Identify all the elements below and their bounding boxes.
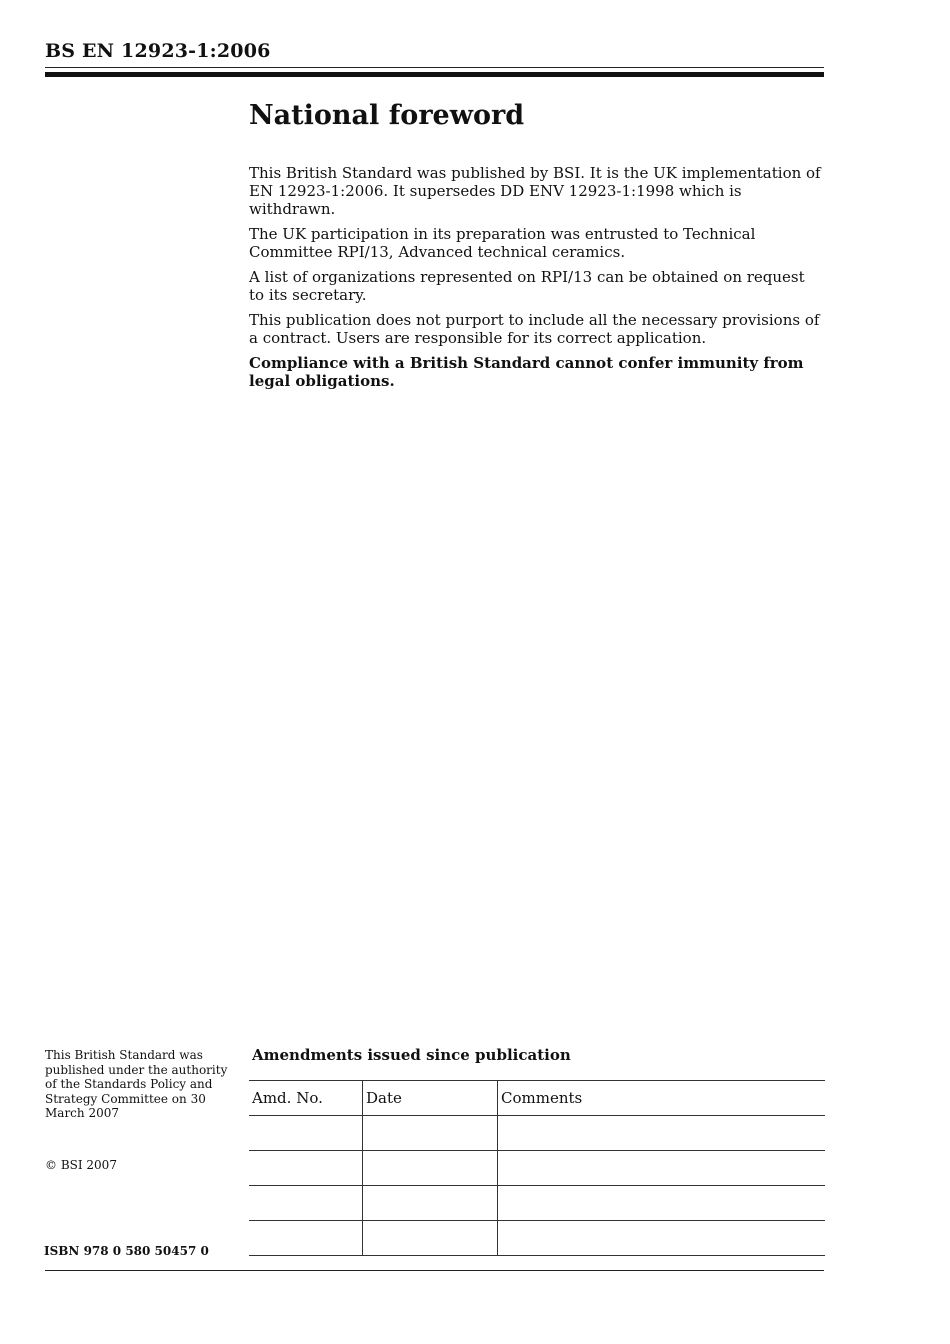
table-cell (249, 1151, 363, 1186)
table-row (249, 1221, 825, 1256)
compliance-note: Compliance with a British Standard cannot confer immunity from legal obligations. (249, 354, 804, 390)
table-cell (498, 1151, 826, 1186)
table-row (249, 1151, 825, 1186)
table-cell (249, 1221, 363, 1256)
page-title: National foreword (249, 100, 525, 131)
header-rule-thin (45, 67, 824, 68)
column-header-amd-no: Amd. No. (249, 1081, 363, 1116)
foreword-body (249, 164, 824, 397)
header-rule-thick (45, 72, 824, 77)
footer-rule (45, 1270, 824, 1271)
foreword-paragraph: The UK participation in its preparation was entrusted to Technical Committee RPI/13, Advanced technical ceramics. (249, 225, 756, 261)
table-cell (498, 1186, 826, 1221)
table-cell (363, 1221, 498, 1256)
foreword-paragraph: A list of organizations represented on RPI/13 can be obtained on request to its secretary. (249, 268, 805, 304)
table-cell (249, 1116, 363, 1151)
column-header-comments: Comments (498, 1081, 826, 1116)
standard-number: BS EN 12923-1:2006 (45, 40, 271, 62)
table-cell (363, 1116, 498, 1151)
table-row (249, 1186, 825, 1221)
foreword-paragraph: This British Standard was published by BSI. It is the UK implementation of EN 12923-1:2006. It supersedes DD ENV 12923-1:1998 which is withdrawn. (249, 164, 821, 218)
foreword-paragraph: This publication does not purport to include all the necessary provisions of a contract. Users are responsible for its correct application. (249, 311, 820, 347)
table-row (249, 1116, 825, 1151)
table-cell (498, 1221, 826, 1256)
table-header-row (249, 1081, 825, 1116)
amendments-table (249, 1080, 825, 1256)
column-header-date: Date (363, 1081, 498, 1116)
table-cell (498, 1116, 826, 1151)
isbn: ISBN 978 0 580 50457 0 (44, 1244, 209, 1258)
publication-note: This British Standard was published under the authority of the Standards Policy and Strategy Committee on 30 March 2007 (45, 1048, 228, 1120)
copyright-notice: © BSI 2007 (45, 1158, 117, 1172)
table-cell (249, 1186, 363, 1221)
amendments-heading: Amendments issued since publication (252, 1046, 571, 1064)
table-cell (363, 1186, 498, 1221)
table-cell (363, 1151, 498, 1186)
